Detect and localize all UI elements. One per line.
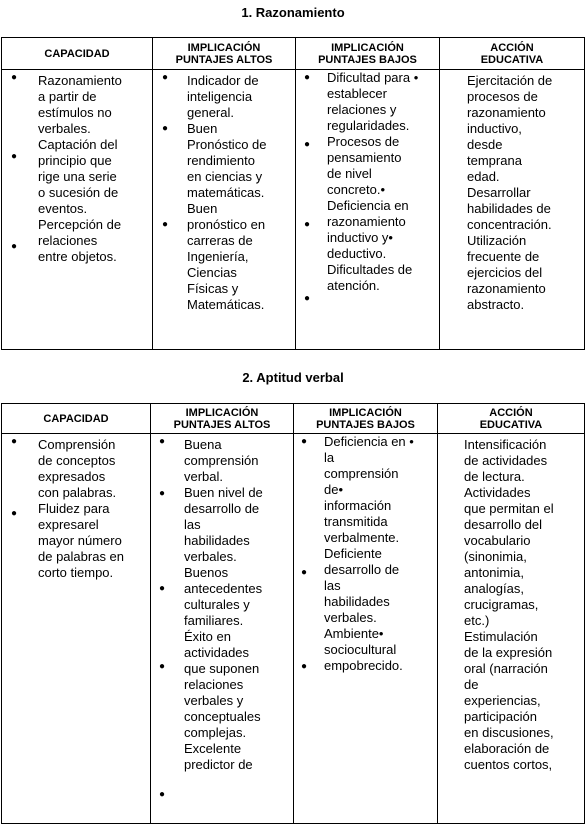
accion-educativa-cell xyxy=(440,70,585,350)
capacidad-text: Comprensión de conceptos expresados con palabras. Fluidez para expresarel mayor número de palabras en corto tiempo. xyxy=(38,437,125,580)
aptitud-verbal-table xyxy=(1,403,585,824)
capacidad-text: Razonamiento a partir de estímulos no verbales. Captación del principio que rige una serie o sucesión de eventos. Percepción de relaciones entre objetos. xyxy=(38,73,122,264)
bullet-icon: ● xyxy=(159,661,166,672)
bullet-icon: ● xyxy=(11,72,18,83)
bullet-icon: ● xyxy=(301,661,308,672)
puntajes-altos-cell xyxy=(151,434,294,824)
bullet-icon: ● xyxy=(159,583,166,594)
header-puntajes-bajos: IMPLICACIÓN PUNTAJES BAJOS xyxy=(294,404,438,434)
bullet-icon: ● xyxy=(162,123,169,134)
bullet-icon: ● xyxy=(159,488,166,499)
bullet-icon: ● xyxy=(162,219,169,230)
bullet-icon: ● xyxy=(11,241,18,252)
bullet-icon: ● xyxy=(11,508,18,519)
puntajes-altos-cell xyxy=(153,70,296,350)
section-title-razonamiento: 1. Razonamiento xyxy=(241,5,345,20)
header-capacidad: CAPACIDAD xyxy=(2,404,151,434)
bullet-icon: ● xyxy=(11,436,18,447)
bullet-icon: ● xyxy=(301,436,308,447)
bullet-icon: ● xyxy=(304,219,311,230)
header-puntajes-altos: IMPLICACIÓN PUNTAJES ALTOS xyxy=(151,404,294,434)
razonamiento-table xyxy=(1,37,585,350)
puntajes-bajos-cell xyxy=(296,70,440,350)
puntajes-bajos-text: Deficiencia en • la comprensión de• información transmitida verbalmente. Deficiente desarrollo de las habilidades verbales. Ambiente• sociocultural empobrecido. xyxy=(324,434,414,673)
capacidad-cell xyxy=(2,70,153,350)
puntajes-bajos-text: Dificultad para • establecer relaciones y regularidades. Procesos de pensamiento de nivel concreto.• Deficiencia en razonamiento inductivo y• deductivo. Dificultades de atención. xyxy=(327,70,419,293)
puntajes-altos-text: Indicador de inteligencia general. Buen Pronóstico de rendimiento en ciencias y matemáticas. Buen pronóstico en carreras de Ingeniería, Ciencias Físicas y Matemáticas. xyxy=(187,73,267,312)
puntajes-altos-text: Buena comprensión verbal. Buen nivel de desarrollo de las habilidades verbales. Buenos antecedentes culturales y familiares. Éxito en actividades que suponen relaciones verbales y conceptuales complejas. Excelente predictor de xyxy=(184,437,263,772)
header-accion-educativa: ACCIÓN EDUCATIVA xyxy=(440,38,585,70)
accion-educativa-text: Intensificación de actividades de lectura. Actividades que permitan el desarrollo del vocabulario (sinonimia, antonimia, analogías, crucigramas, etc.) Estimulación de la expresión oral (narración de experiencias, participación en discusiones, elaboración de cuentos cortos, xyxy=(464,437,554,772)
puntajes-bajos-cell xyxy=(294,434,438,824)
bullet-icon: ● xyxy=(301,567,308,578)
header-accion-educativa: ACCIÓN EDUCATIVA xyxy=(438,404,585,434)
header-puntajes-altos: IMPLICACIÓN PUNTAJES ALTOS xyxy=(153,38,296,70)
section-title-aptitud-verbal: 2. Aptitud verbal xyxy=(242,370,344,385)
bullet-icon: ● xyxy=(162,72,169,83)
header-capacidad: CAPACIDAD xyxy=(2,38,153,70)
accion-educativa-cell xyxy=(438,434,585,824)
bullet-icon: ● xyxy=(304,293,311,304)
header-puntajes-bajos: IMPLICACIÓN PUNTAJES BAJOS xyxy=(296,38,440,70)
bullet-icon: ● xyxy=(159,789,166,800)
bullet-icon: ● xyxy=(159,436,166,447)
bullet-icon: ● xyxy=(11,151,18,162)
capacidad-cell xyxy=(2,434,151,824)
bullet-icon: ● xyxy=(304,139,311,150)
accion-educativa-text: Ejercitación de procesos de razonamiento inductivo, desde temprana edad. Desarrollar habilidades de concentración. Utilización frecuente de ejercicios del razonamiento abstracto. xyxy=(467,73,553,312)
bullet-icon: ● xyxy=(304,72,311,83)
